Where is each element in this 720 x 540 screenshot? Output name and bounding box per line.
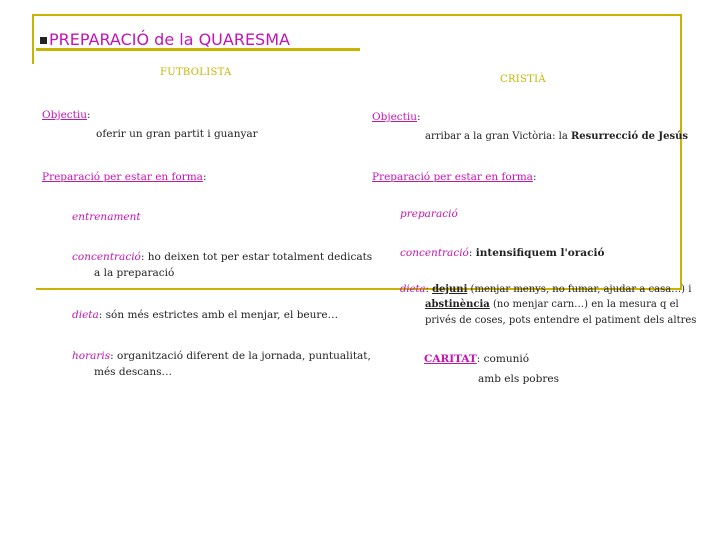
right-item-dieta: dieta: dejuni (menjar menys, no fumar, ajudar a casa…) i <box>400 284 692 295</box>
right-item-caritat-line2: amb els pobres <box>478 373 559 385</box>
title-suffix: de la QUARESMA <box>154 30 290 49</box>
slide-frame-right <box>680 14 682 290</box>
right-objective-text: arribar a la gran Victòria: la Resurrecció de Jesús <box>425 131 689 142</box>
left-item-entrenament: entrenament <box>72 211 141 223</box>
left-item-horaris: horaris: organització diferent de la jornada, puntualitat, <box>72 350 371 362</box>
square-bullet-icon <box>40 37 47 44</box>
left-item-concentracio: concentració: ho deixen tot per estar totalment dedicats <box>72 251 373 263</box>
right-item-dieta-line2: abstinència (no menjar carn…) en la mesura q el <box>425 299 679 310</box>
right-item-concentracio: concentració: intensifiquem l'oració <box>400 247 605 259</box>
right-item-preparacio: preparació <box>400 208 458 220</box>
left-objective-label: Objectiu: <box>42 109 91 121</box>
left-item-horaris-line2: més descans… <box>94 366 173 378</box>
slide-title <box>40 30 290 49</box>
right-heading: CRISTIÀ <box>500 74 546 85</box>
left-prep-label: Preparació per estar en forma: <box>42 171 207 183</box>
right-item-dieta-line3: privés de coses, pots entendre el patiment dels altres <box>425 315 697 326</box>
left-heading: FUTBOLISTA <box>160 67 232 78</box>
left-item-concentracio-line2: a la preparació <box>94 267 175 279</box>
title-prefix: PREPARACIÓ <box>49 30 150 49</box>
right-prep-label: Preparació per estar en forma: <box>372 171 537 183</box>
slide-frame-left <box>32 14 34 64</box>
slide-frame-top <box>32 14 682 16</box>
left-item-dieta: dieta: són més estrictes amb el menjar, el beure… <box>72 309 339 321</box>
left-objective-text: oferir un gran partit i guanyar <box>96 128 258 140</box>
right-objective-label: Objectiu: <box>372 111 421 123</box>
right-item-caritat: CARITAT: comunió <box>424 353 530 365</box>
